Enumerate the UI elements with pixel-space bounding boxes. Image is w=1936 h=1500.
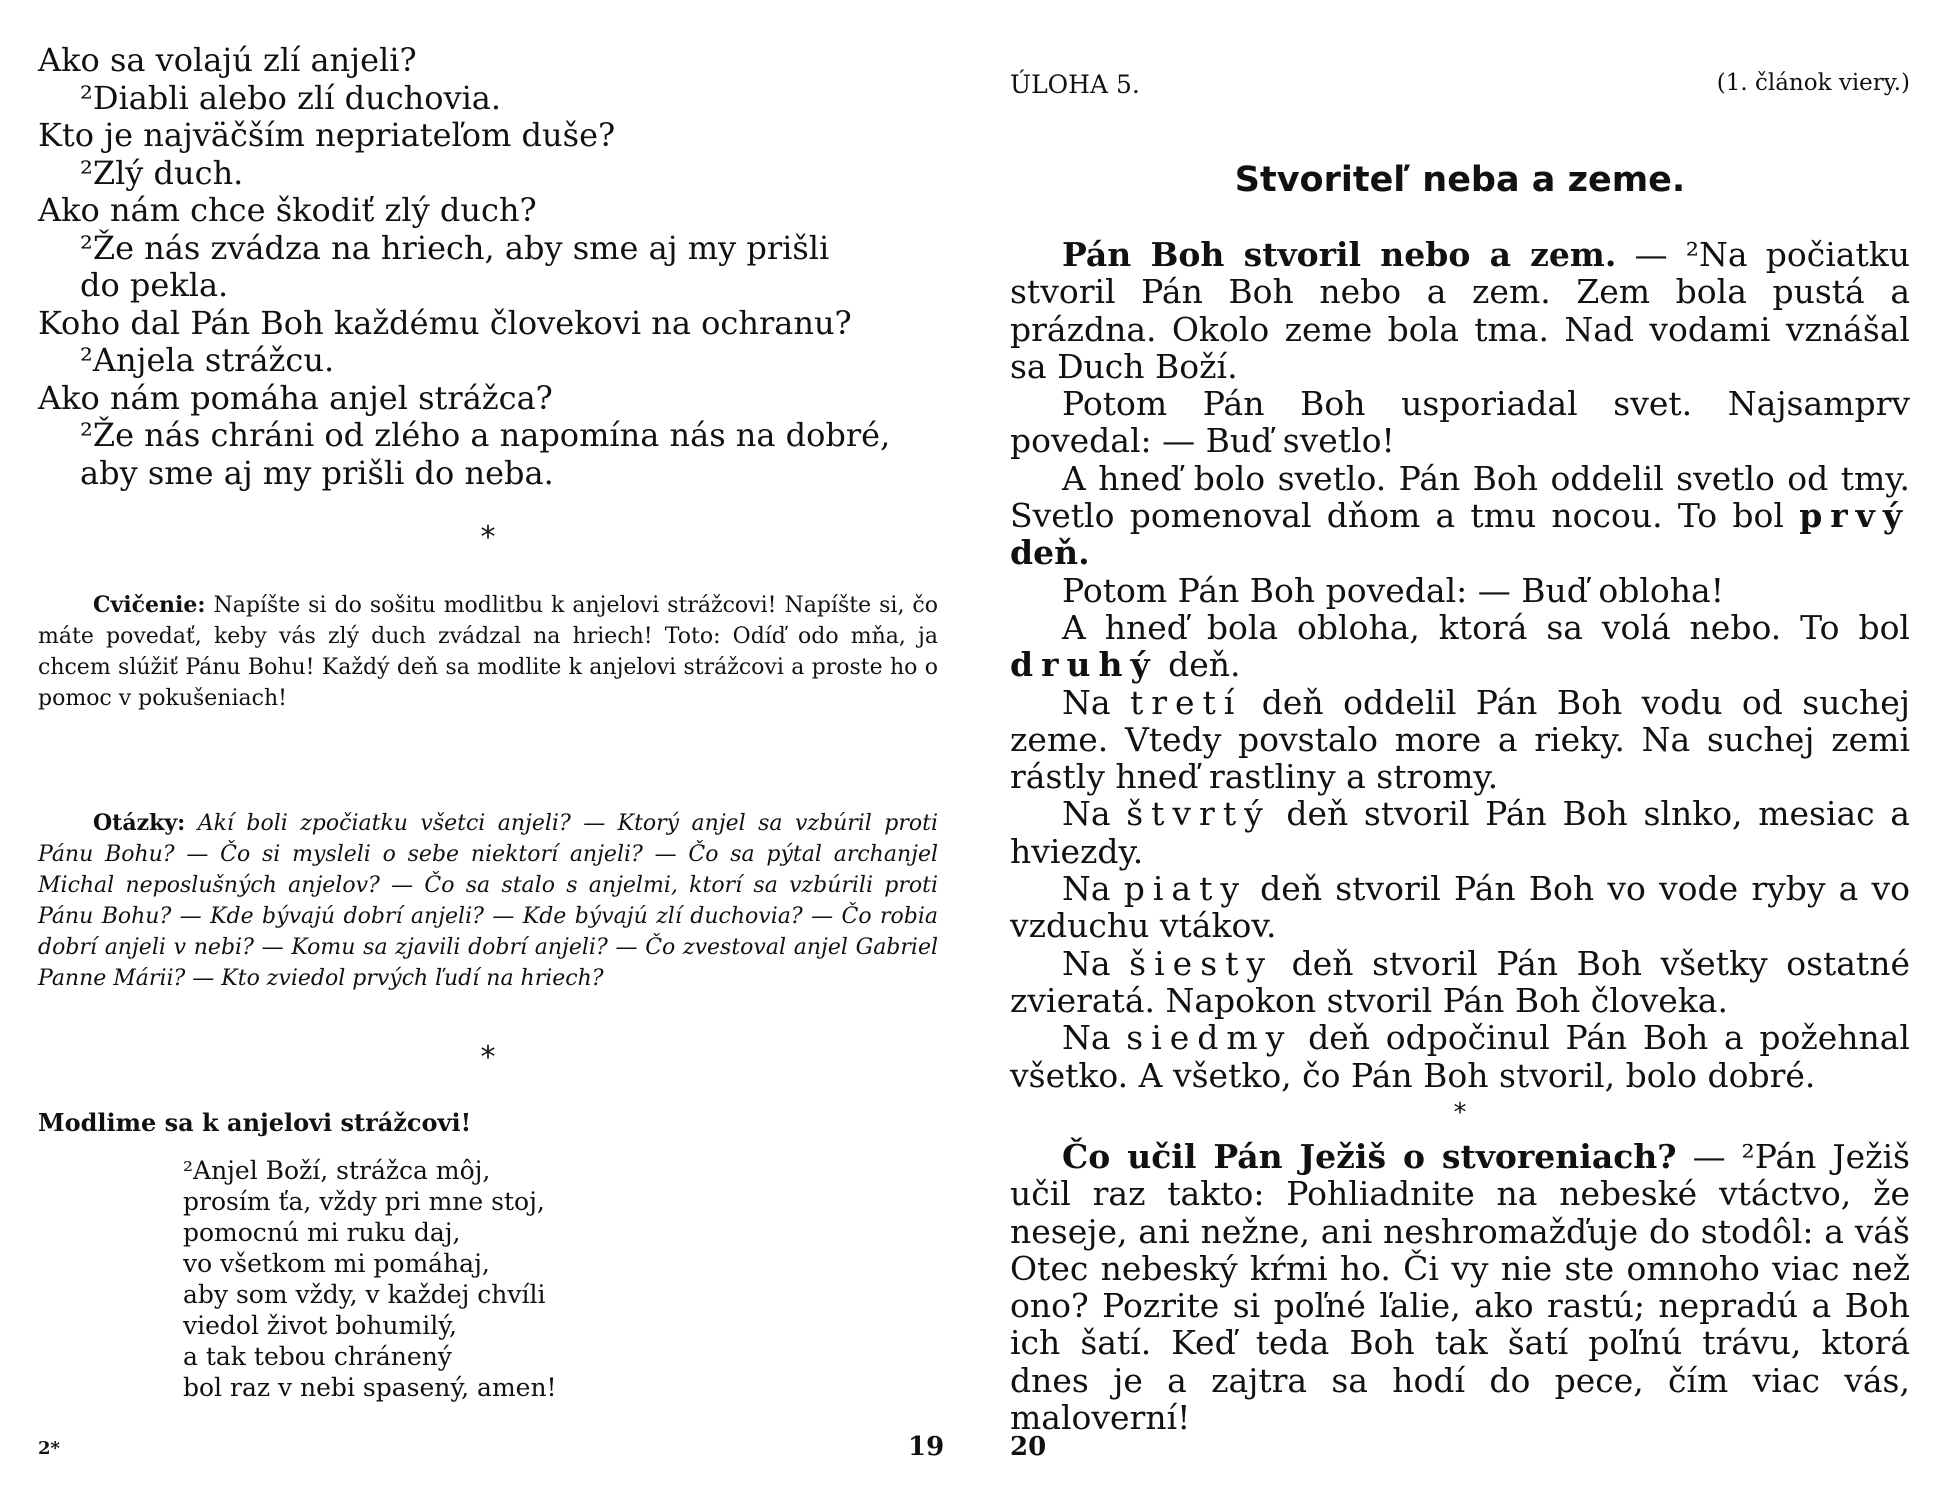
jesus-block <box>1010 1138 1910 1436</box>
section-star: * <box>480 1040 496 1075</box>
day4-pre: Na <box>1062 794 1111 834</box>
poem-line: pomocnú mi ruku daj, <box>183 1218 461 1247</box>
creation-text <box>1010 236 1910 1094</box>
qa-line: ²Zlý duch. <box>80 153 244 192</box>
day3-pre: Na <box>1062 682 1111 722</box>
day1-word: prvý <box>1799 496 1910 536</box>
day3-text: deň oddelil Pán Boh vodu od suchej zeme. Vtedy povstalo more a rieky. Na suchej zemi rástly hneď rastliny a stromy. <box>1010 682 1910 797</box>
poem-line: a tak tebou chránený <box>183 1342 452 1371</box>
day2-end: deň. <box>1168 645 1241 685</box>
qa-line: Ako sa volajú zlí anjeli? <box>38 41 417 79</box>
qa-line: Kto je najväčším nepriateľom duše? <box>38 116 616 154</box>
qa-line: aby sme aj my prišli do neba. <box>80 453 554 492</box>
day4-text: deň stvoril Pán Boh slnko, mesiac a hviezdy. <box>1010 794 1910 871</box>
right-page <box>1010 0 1910 1500</box>
qa-line: Ako nám chce škodiť zlý duch? <box>38 191 537 229</box>
day6-word: šiesty <box>1129 943 1274 983</box>
lesson-header <box>1010 70 1910 99</box>
qa-line: Ako nám pomáha anjel strážca? <box>38 378 553 417</box>
day6-pre: Na <box>1062 943 1111 983</box>
paragraph <box>1010 870 1910 945</box>
questions-label: Otázky: <box>93 810 186 836</box>
day1-text: A hneď bolo svetlo. Pán Boh oddelil svetlo od tmy. Svetlo pomenoval dňom a tmu nocou. To bol <box>1010 458 1910 536</box>
paragraph <box>1010 460 1910 572</box>
article-note: (1. článok viery.) <box>1716 70 1910 96</box>
day2-text: A hneď bola obloha, ktorá sa volá nebo. To bol <box>1062 607 1910 647</box>
jesus-question: Čo učil Pán Ježiš o stvoreniach? <box>1062 1137 1677 1176</box>
prayer-title: Modlime sa k anjelovi strážcovi! <box>38 1108 472 1137</box>
day7-text: deň odpočinul Pán Boh a požehnal všetko. A všetko, čo Pán Boh stvoril, bolo dobré. <box>1010 1018 1910 1095</box>
intro-text: — ²Na počiatku stvoril Pán Boh nebo a zem. Zem bola pustá a prázdna. Okolo zeme bola tma. Nad vodami vznášal sa Duch Boží. <box>1010 235 1910 386</box>
paragraph: Potom Pán Boh povedal: — Buď obloha! <box>1062 570 1724 610</box>
qa-line: ²Anjela strážcu. <box>80 341 335 379</box>
day4-word: štvrtý <box>1126 794 1271 834</box>
paragraph: Potom Pán Boh usporiadal svet. Najsamprv povedal: — Buď svetlo! <box>1010 384 1910 461</box>
paragraph <box>1010 609 1910 684</box>
qa-line: ²Diabli alebo zlí duchovia. <box>80 78 502 117</box>
qa-line: ²Že nás zvádza na hriech, aby sme aj my prišli <box>80 228 830 267</box>
exercise-label: Cvičenie: <box>93 592 206 618</box>
jesus-text: — ²Pán Ježiš učil raz takto: Pohliadnite na nebeské vtáctvo, že neseje, ani nežne, ani neshromažďuje do stodôl: a váš Otec nebeský kŕmi ho. Či vy nie ste omnoho viac než ono? Pozrite si poľné ľalie, ako rastú; nepradú a Boh ich šatí. Keď teda Boh tak šatí poľnú trávu, ktorá dnes je a zajtra sa hodí do pece, čím viac vás, maloverní! <box>1010 1137 1910 1438</box>
day7-word: siedmy <box>1126 1018 1293 1058</box>
day5-pre: Na <box>1062 869 1111 909</box>
qa-block <box>38 42 938 492</box>
lesson-number: ÚLOHA 5. <box>1010 70 1140 99</box>
page-number-left: 19 <box>908 1432 945 1462</box>
poem-line: viedol život bohumilý, <box>183 1311 457 1340</box>
qa-line: ²Že nás chráni od zlého a napomína nás na dobré, <box>80 416 891 454</box>
day5-word: piaty <box>1123 869 1247 909</box>
page-title: Stvoriteľ neba a zeme. <box>1234 160 1686 200</box>
day1-end: deň. <box>1010 533 1090 573</box>
exercise-text: Napíšte si do sošitu modlitbu k anjelovi strážcovi! Napíšte si, čo máte povedať, keby vás zlý duch zvádzal na hriech! Toto: Odíď odo mňa, ja chcem slúžiť Pánu Bohu! Každý deň sa modlite k anjelovi strážcovi a proste ho o pomoc v pokušeniach! <box>38 593 939 711</box>
paragraph <box>1010 236 1910 385</box>
intro-bold: Pán Boh stvoril nebo a zem. <box>1062 235 1617 274</box>
qa-line: Koho dal Pán Boh každému človekovi na ochranu? <box>38 303 852 342</box>
day3-word: tretí <box>1129 682 1243 722</box>
questions-text: Akí boli zpočiatku všetci anjeli? — Ktorý anjel sa vzbúril proti Pánu Bohu? — Čo si mysleli o sebe niektorí anjeli? — Čo sa pýtal archanjel Michal neposlušných anjelov? — Čo sa stalo s anjelmi, ktorí sa vzbúrili proti Pánu Bohu? — Kde bývajú dobrí anjeli? — Kde bývajú zlí duchovia? — Čo robia dobrí anjeli v nebi? — Komu sa zjavili dobrí anjeli? — Čo zvestoval anjel Gabriel Panne Márii? — Kto zviedol prvých ľudí na hriech? <box>38 811 939 991</box>
paragraph <box>1010 1019 1910 1094</box>
questions-block <box>38 808 938 994</box>
prayer-poem <box>38 1155 938 1403</box>
poem-line: bol raz v nebi spasený, amen! <box>183 1373 557 1402</box>
signature-mark: 2* <box>38 1438 60 1459</box>
page-number-right: 20 <box>1010 1432 1047 1462</box>
poem-line: prosím ťa, vždy pri mne stoj, <box>183 1187 545 1216</box>
day2-word: druhý <box>1010 645 1158 685</box>
paragraph <box>1010 945 1910 1020</box>
poem-line: aby som vždy, v každej chvíli <box>183 1280 546 1309</box>
day5-text: deň stvoril Pán Boh vo vode ryby a vo vzduchu vtákov. <box>1010 869 1911 946</box>
exercise-block <box>38 590 938 714</box>
day6-text: deň stvoril Pán Boh všetky ostatné zvieratá. Napokon stvoril Pán Boh človeka. <box>1010 943 1910 1020</box>
poem-line: vo všetkom mi pomáhaj, <box>183 1249 490 1278</box>
left-page <box>38 0 945 1500</box>
section-star: * <box>480 520 496 555</box>
section-star: * <box>1453 1098 1467 1128</box>
day7-pre: Na <box>1062 1018 1111 1058</box>
paragraph <box>1010 1138 1910 1436</box>
qa-line: do pekla. <box>80 266 229 304</box>
paragraph <box>1010 795 1910 870</box>
poem-line: ²Anjel Boží, strážca môj, <box>183 1156 491 1185</box>
paragraph <box>1010 684 1910 796</box>
